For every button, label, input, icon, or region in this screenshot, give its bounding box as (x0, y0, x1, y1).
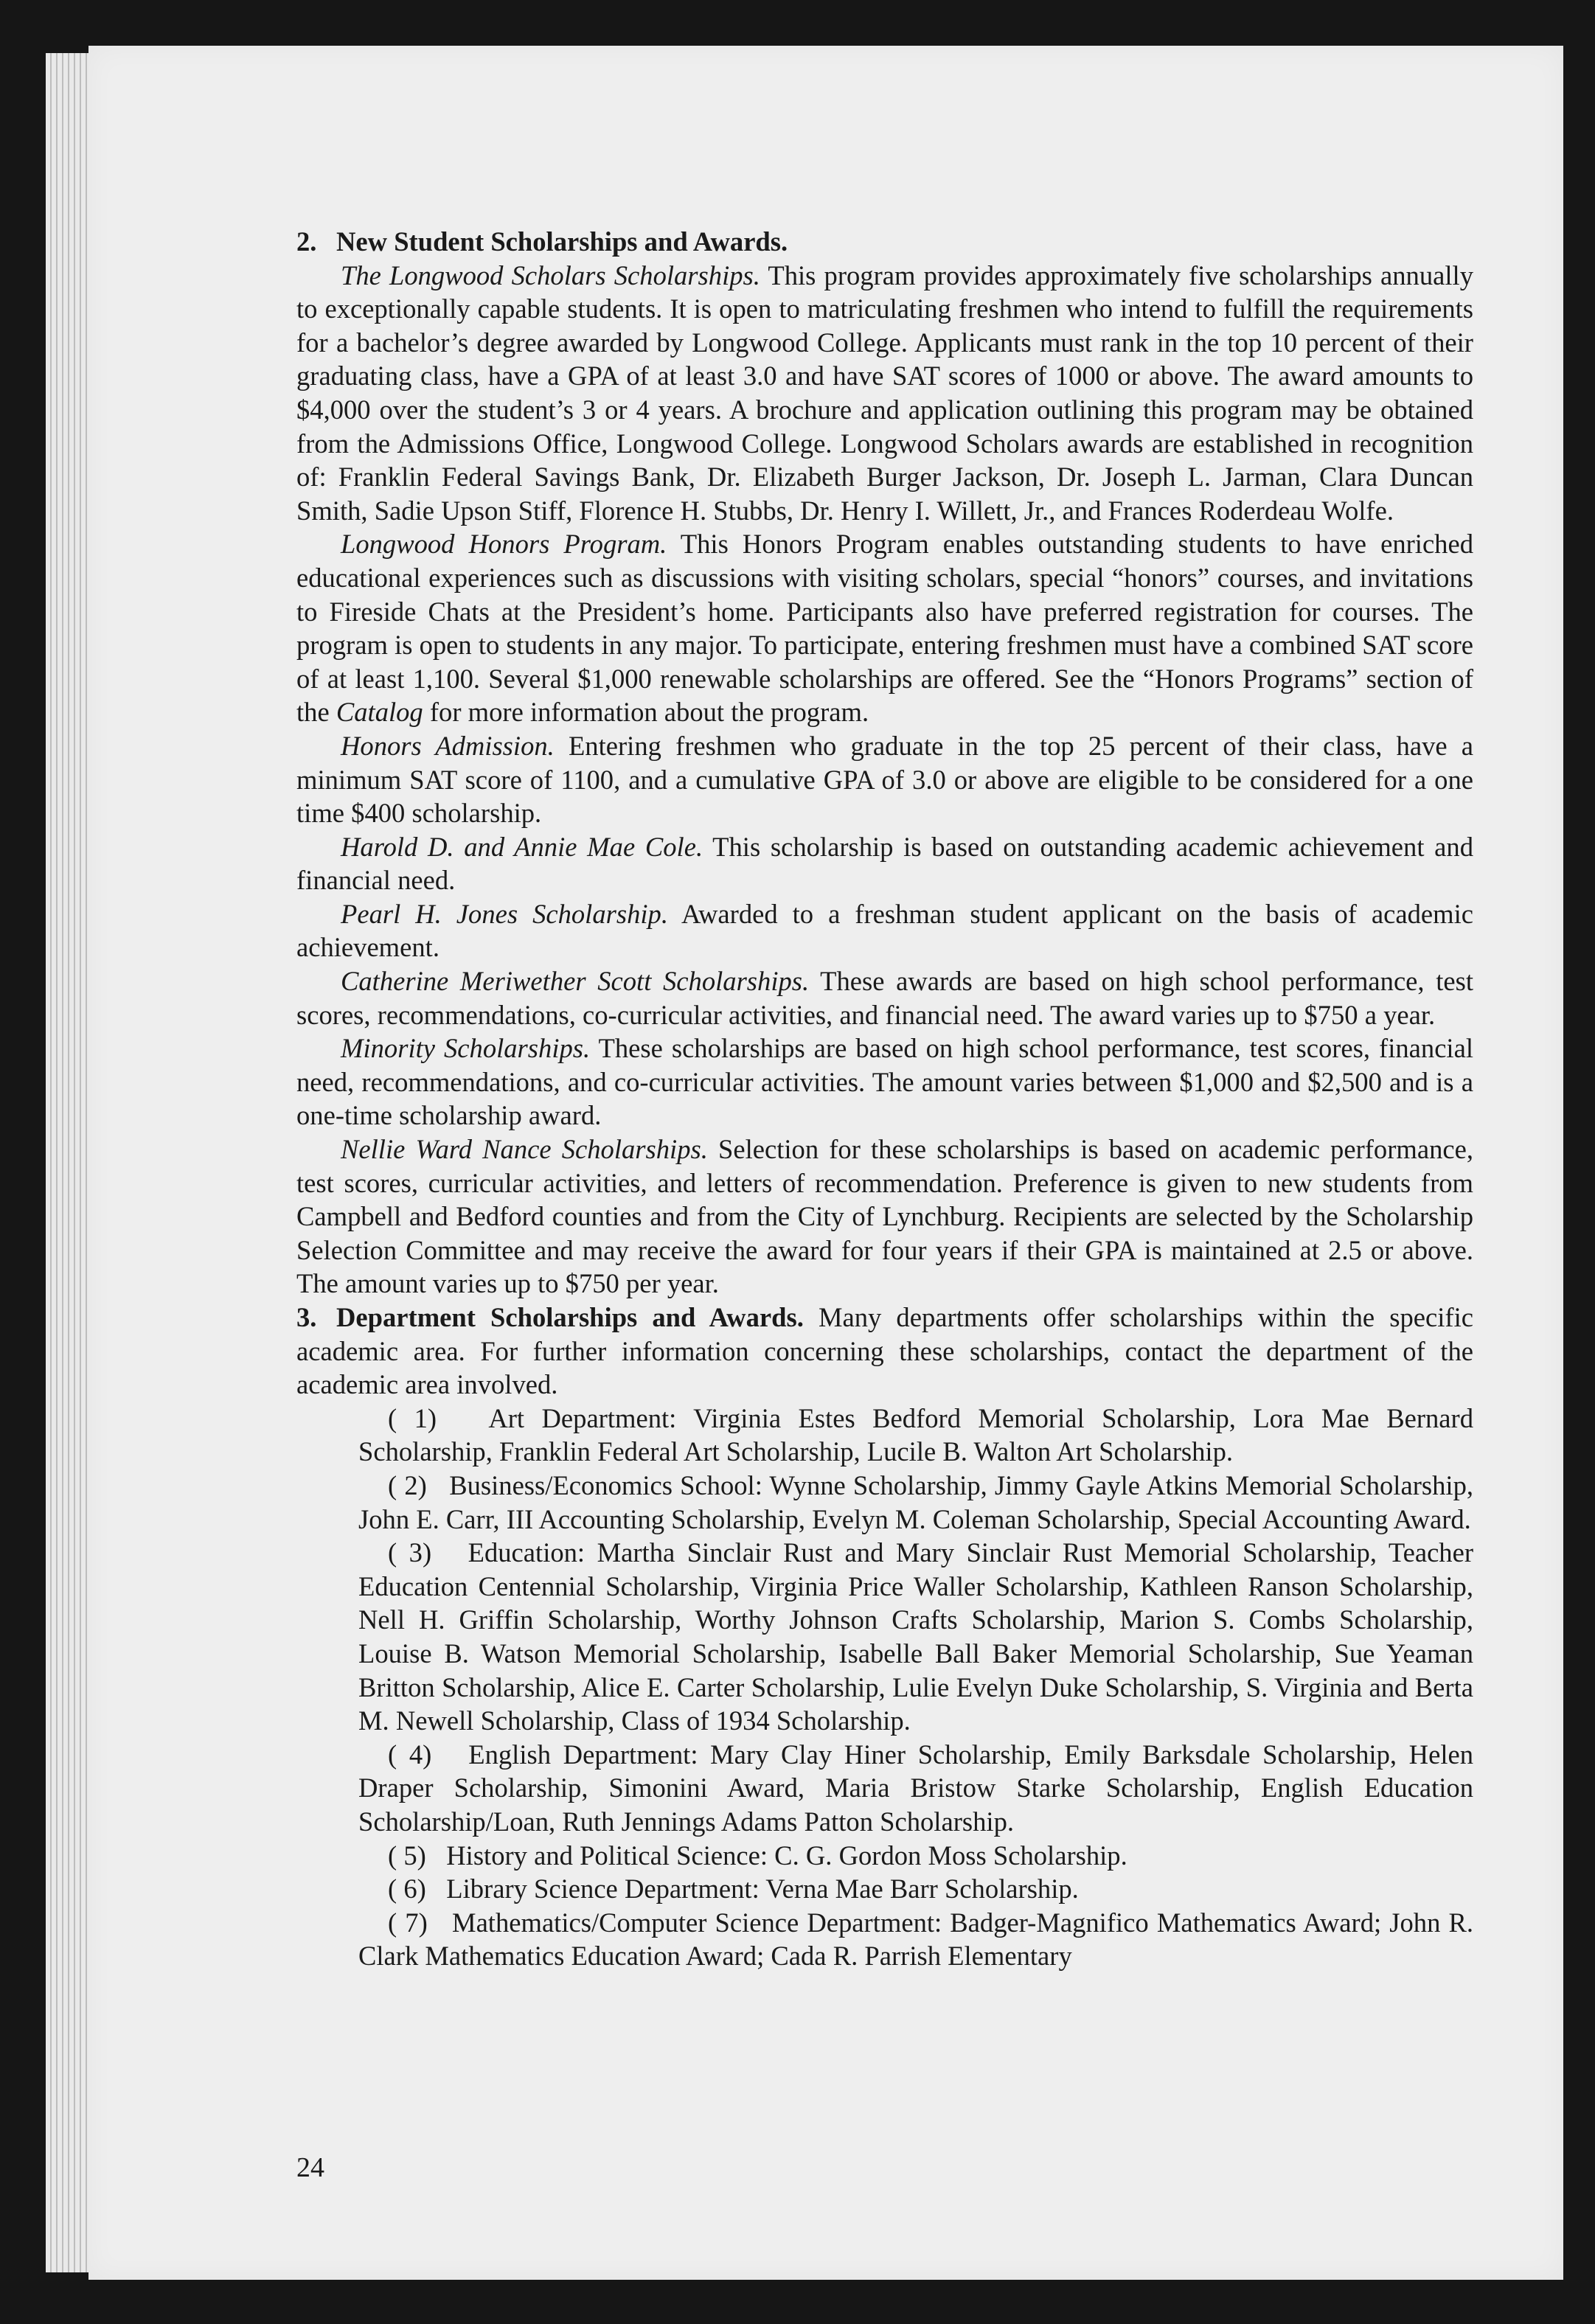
entry-text: Selection for these scholarships is based on academic performance, test scores, curricular activities, and letters of recommendation. Preference is given to new students from Campbell and Bedford counties and from the City of Lynchburg. Recipients are selected by the Scholarship Selection Committee and may receive the award for four years if their GPA is maintained at 2.5 or above. The amount varies up to $750 per year. (296, 1134, 1473, 1299)
section-2-heading (296, 225, 1473, 259)
entry-title: Nellie Ward Nance Scholarships. (341, 1134, 708, 1165)
section-3-title: Department Scholarships and Awards. (336, 1302, 804, 1332)
list-item-number: ( 3) (388, 1537, 432, 1568)
list-item-number: ( 2) (388, 1469, 427, 1500)
list-item-text: Education: Martha Sinclair Rust and Mary Sinclair Rust Memorial Scholarship, Teacher Education Centennial Scholarship, Virginia Price Waller Scholarship, Kathleen Ranson Scholarship, Nell H. Griffin Scholarship, Worthy Johnson Crafts Scholarship, Marion S. Combs Scholarship, Louise B. Watson Memorial Scholarship, Isabelle Ball Baker Memorial Scholarship, Sue Yeaman Britton Scholarship, Alice E. Carter Scholarship, Lulie Evelyn Duke Scholarship, S. Virginia and Berta M. Newell Scholarship, Class of 1934 Scholarship. (358, 1537, 1474, 1736)
section-3-number: 3. (296, 1302, 317, 1332)
section-2-title: New Student Scholarships and Awards. (336, 226, 788, 257)
entry-jones-scholarship (296, 897, 1473, 964)
list-item (358, 1536, 1473, 1738)
entry-cole-scholarship (296, 830, 1473, 897)
entry-text-after: for more information about the program. (423, 697, 869, 728)
entry-text: These scholarships are based on high school performance, test scores, financial need, recommendations, and co-curricular activities. The amount varies between $1,000 and $2,500 and is a one-time scholarship award. (296, 1033, 1473, 1131)
catalog-reference: Catalog (336, 697, 423, 728)
entry-text: These awards are based on high school performance, test scores, recommendations, co-curricular activities, and financial need. The award varies up to $750 a year. (296, 966, 1473, 1030)
entry-text: This program provides approximately five scholarships annually to exceptionally capable students. It is open to matriculating freshmen who intend to fulfill the requirements for a bachelor’s degree awarded by Longwood College. Applicants must rank in the top 10 percent of their graduating class, have a GPA of at least 3.0 and have SAT scores of 1000 or above. The award amounts to $4,000 over the student’s 3 or 4 years. A brochure and application outlining this program may be obtained from the Admissions Office, Longwood College. Longwood Scholars awards are established in recognition of: Franklin Federal Savings Bank, Dr. Elizabeth Burger Jackson, Dr. Joseph L. Jarman, Clara Duncan Smith, Sadie Upson Stiff, Florence H. Stubbs, Dr. Henry I. Willett, Jr., and Frances Roderdeau Wolfe. (296, 260, 1473, 526)
entry-nance-scholarships (296, 1133, 1473, 1301)
page-number: 24 (296, 2152, 324, 2183)
entry-title: Pearl H. Jones Scholarship. (341, 898, 668, 929)
entry-text: Awarded to a freshman student applicant on the basis of academic achievement. (296, 898, 1474, 963)
list-item-number: ( 7) (388, 1907, 428, 1938)
list-item-number: ( 6) (388, 1874, 426, 1904)
entry-title: Minority Scholarships. (341, 1033, 591, 1064)
list-item-number: ( 1) (388, 1402, 437, 1433)
section-3-heading (296, 1301, 1473, 1402)
list-item (358, 1469, 1473, 1536)
page-content (296, 225, 1473, 1973)
department-list (296, 1402, 1473, 1973)
entry-text: This scholarship is based on outstanding academic achievement and financial need. (296, 831, 1473, 896)
list-item-text: History and Political Science: C. G. Gordon Moss Scholarship. (446, 1840, 1127, 1871)
entry-title: Honors Admission. (341, 730, 555, 761)
list-item (358, 1839, 1473, 1873)
entry-text: This Honors Program enables outstanding students to have enriched educational experiences such as discussions with visiting scholars, special “honors” courses, and invitations to Fireside Chats at the President’s home. Participants also have preferred registration for courses. The program is open to students in any major. To participate, entering freshmen must have a combined SAT score of at least 1,100. Several $1,000 renewable scholarships are offered. See the “Honors Programs” section of the (296, 529, 1474, 728)
list-item-text: English Department: Mary Clay Hiner Scholarship, Emily Barksdale Scholarship, Helen Draper Scholarship, Simonini Award, Maria Bristow Starke Scholarship, English Education Scholarship/Loan, Ruth Jennings Adams Patton Scholarship. (358, 1739, 1474, 1837)
list-item-text: Art Department: Virginia Estes Bedford Memorial Scholarship, Lora Mae Bernard Scholarship, Franklin Federal Art Scholarship, Lucile B. Walton Art Scholarship. (358, 1402, 1474, 1467)
entry-longwood-scholars (296, 259, 1473, 528)
list-item-text: Business/Economics School: Wynne Scholarship, Jimmy Gayle Atkins Memorial Scholarship, John E. Carr, III Accounting Scholarship, Evelyn M. Coleman Scholarship, Special Accounting Award. (358, 1469, 1473, 1534)
list-item (358, 1906, 1473, 1973)
entry-title: Catherine Meriwether Scott Scholarships. (341, 966, 810, 997)
entry-minority-scholarships (296, 1031, 1473, 1133)
list-item (358, 1872, 1473, 1906)
list-item-number: ( 4) (388, 1739, 432, 1770)
entry-title: Longwood Honors Program. (341, 529, 667, 560)
list-item (358, 1738, 1473, 1839)
entry-honors-program (296, 527, 1473, 729)
list-item-number: ( 5) (388, 1840, 426, 1871)
entry-honors-admission (296, 729, 1473, 830)
list-item-text: Mathematics/Computer Science Department: Badger-Magnifico Mathematics Award; John R. Clark Mathematics Education Award; Cada R. Parrish Elementary (358, 1907, 1473, 1972)
list-item (358, 1402, 1473, 1469)
section-2-number: 2. (296, 226, 317, 257)
entry-scott-scholarships (296, 964, 1473, 1031)
list-item-text: Library Science Department: Verna Mae Barr Scholarship. (446, 1874, 1079, 1904)
entry-title: Harold D. and Annie Mae Cole. (341, 831, 703, 862)
entry-text: Entering freshmen who graduate in the top 25 percent of their class, have a minimum SAT score of 1100, and a cumulative GPA of 3.0 or above are eligible to be considered for a one time $400 scholarship. (296, 730, 1473, 829)
section-3-intro: Many departments offer scholarships within the specific academic area. For further information concerning these scholarships, contact the department of the academic area involved. (296, 1302, 1473, 1400)
entry-title: The Longwood Scholars Scholarships. (341, 260, 760, 290)
